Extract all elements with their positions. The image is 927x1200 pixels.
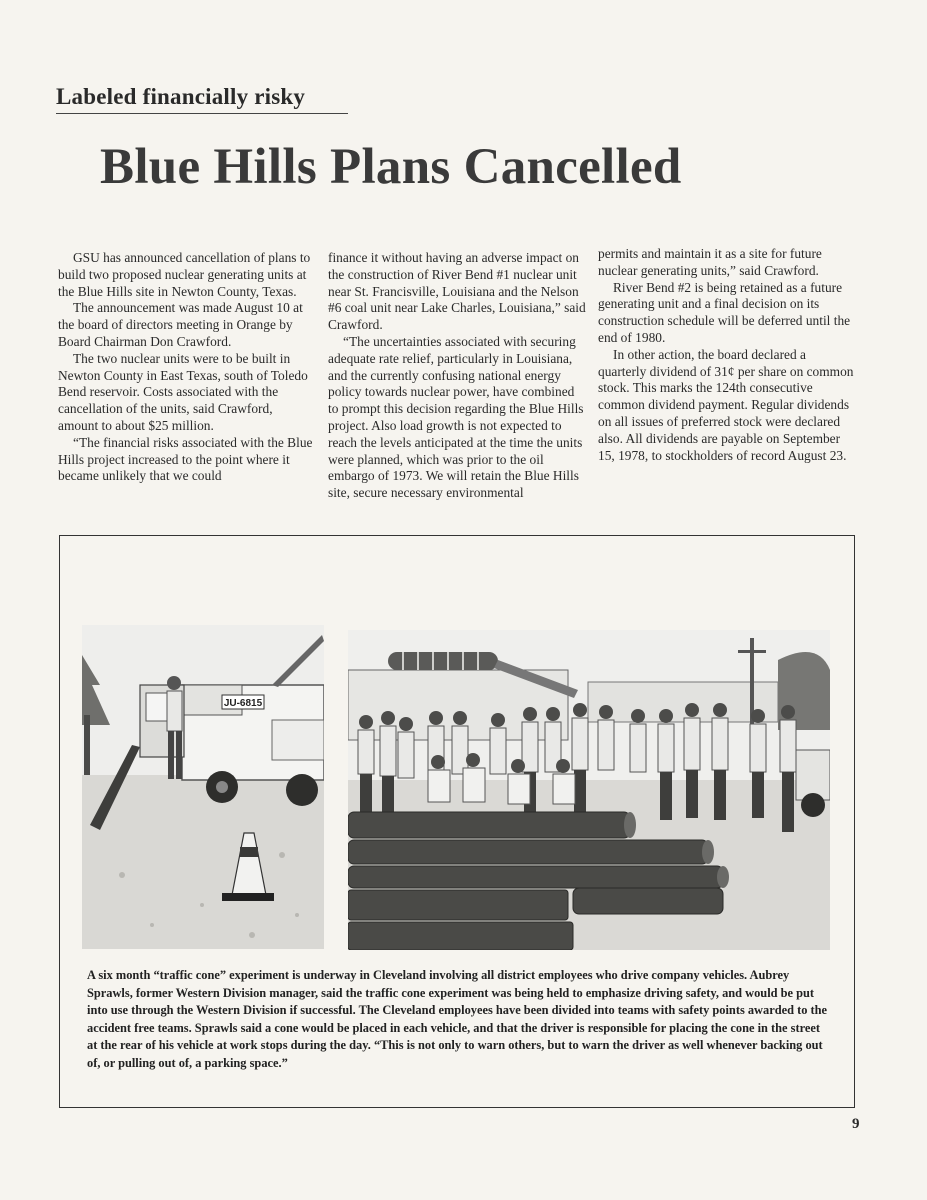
- paragraph: “The uncertainties associated with securing adequate rate relief, particularly in Louisiana, and the currently confusing national energy policy towards nuclear power, have combined to prompt this decision regarding the Blue Hills project. Also load growth is not expected to reach the levels anticipated at the time the units were planned, which was prior to the oil embargo of 1973. We will retain the Blue Hills site, secure necessary environmental: [328, 333, 584, 501]
- paragraph: The two nuclear units were to be built in Newton County in East Texas, south of Toledo Bend reservoir. Costs associated with the cancellation of the units, said Crawford, amount to about $25 million.: [58, 350, 308, 433]
- article-headline: Blue Hills Plans Cancelled: [100, 139, 682, 195]
- license-plate: JU-6815: [223, 698, 263, 709]
- employees-group-photo: [348, 630, 830, 950]
- kicker-underline: [56, 113, 348, 114]
- article-column-2: [328, 250, 586, 502]
- paragraph: River Bend #2 is being retained as a future generating unit and a final decision on its construction schedule will be deferred until the end of 1980.: [598, 279, 851, 345]
- paragraph: permits and maintain it as a site for future nuclear generating units,” said Crawford.: [598, 246, 822, 278]
- paragraph: In other action, the board declared a quarterly dividend of 31¢ per share on common stock. This marks the 124th consecutive common dividend payment. Regular dividends on all issues of preferred stock were declared also. All dividends are payable on September 15, 1978, to stockholders of record August 23.: [598, 346, 854, 463]
- article-column-1: [58, 250, 316, 485]
- article-column-3: [598, 246, 856, 464]
- paragraph: finance it without having an adverse impact on the construction of River Bend #1 nuclear unit near St. Francisville, Louisiana and the Nelson #6 coal unit near Lake Charles, Louisiana,” said Crawford.: [328, 250, 586, 333]
- article-kicker: Labeled financially risky: [56, 84, 306, 109]
- photo-caption: A six month “traffic cone” experiment is underway in Cleveland involving all district employees who drive company vehicles. Aubrey Sprawls, former Western Division manager, said the traffic cone experiment was being held to emphasize driving safety, and would be put into use through the Western Division if successful. The Cleveland employees have been divided into teams with safety points awarded to the accident free teams. Sprawls said a cone would be placed in each vehicle, and that the driver is responsible for placing the cone in the street at the rear of his vehicle at work stops during the day. “This is not only to warn others, but to warn the driver as well whenever backing out of, or pulling out of, a parking space.”: [87, 968, 828, 1070]
- truck-and-cone-photo: [82, 625, 324, 949]
- paragraph: “The financial risks associated with the Blue Hills project increased to the point where it became unlikely that we could: [58, 434, 313, 484]
- paragraph: The announcement was made August 10 at the board of directors meeting in Orange by Board Chairman Don Crawford.: [58, 300, 303, 349]
- paragraph: GSU has announced cancellation of plans to build two proposed nuclear generating units at the Blue Hills site in Newton County, Texas.: [58, 250, 311, 299]
- page-number: 9: [852, 1116, 860, 1132]
